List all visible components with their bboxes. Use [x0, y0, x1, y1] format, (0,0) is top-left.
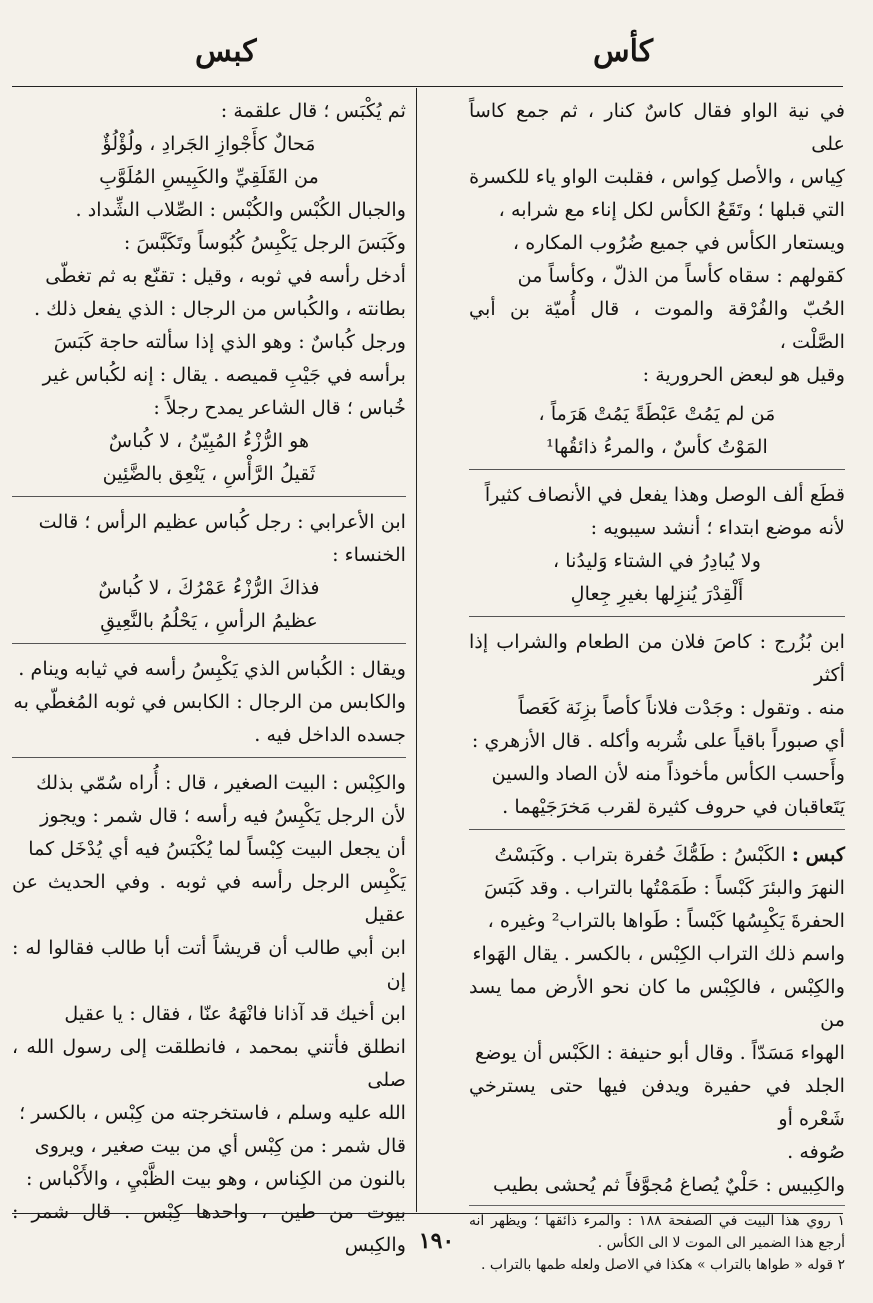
text-line: في نية الواو فقال كاسٌ كنار ، ثم جمع كاساً على — [469, 99, 845, 155]
divider — [12, 757, 406, 758]
bottom-rule — [12, 1213, 843, 1214]
verse-line: مَحالٌ كأَجْوازِ الجَرادِ ، ولُؤْلُؤٌ — [102, 132, 316, 155]
text-line: ابن أخيك قد آذانا فانْهَهُ عنّا ، فقال : يا عقيل — [64, 1002, 406, 1025]
verse-line: فذاكَ الرُّزْءُ عَمْرُكَ ، لا كُباسٌ — [98, 576, 320, 599]
text-line: والجبال الكُبْس والكُبْس : الصِّلاب الشِّداد . — [75, 198, 406, 221]
entry-line — [469, 838, 845, 871]
text-line: يَتَعاقبان في حروف كثيرة لقرب مَخرَجَيْهما . — [502, 795, 845, 818]
verse-line: هو الرُّزْءُ المُبِيّنُ ، لا كُباسٌ — [108, 429, 310, 452]
footnote: ١ روي هذا البيت في الصفحة ١٨٨ : والمرء ذائقها ؛ ويظهر انه أرجع هذا الضمير الى الموت لا الى الكأس . — [469, 1213, 845, 1251]
text-line: واسم ذلك التراب الكِبْس ، بالكسر . يقال الهَواء — [472, 942, 845, 965]
text-line: ويستعار الكأس في جميع ضُرُوب المكاره ، — [512, 231, 845, 254]
text-line: الحُبّ والفُرْقة والموت ، قال أُميّة بن أبي الصَّلْت ، — [469, 297, 845, 353]
text-line: يَكْبِس الرجل رأسه في ثوبه . وفي الحديث عن عقيل — [12, 870, 406, 926]
text-line: قال شمر : من كِبْس أي من بيت صغير ، ويروى — [34, 1134, 406, 1157]
text-line: التي قبلها ؛ وتَقَعُ الكأس لكل إناء مع شرابه ، — [498, 198, 845, 221]
text-line: ورجل كُباسٌ : وهو الذي إذا سألته حاجة كَبَسَ — [53, 330, 406, 353]
text-line: لأنه موضع ابتداء ؛ أنشد سيبويه : — [590, 516, 845, 539]
text-line: ابن بُزُرج : كاصَ فلان من الطعام والشراب إذا أكثر — [469, 630, 845, 686]
right-column — [469, 94, 845, 1276]
divider — [12, 643, 406, 644]
divider — [12, 496, 406, 497]
text-line: الكَبْسُ : طَمُّكَ حُفرة بتراب . وكَبَسْتُ — [494, 843, 786, 866]
text-line: بطانته ، والكُباس من الرجال : الذي يفعل ذلك . — [33, 297, 406, 320]
text-line: الله عليه وسلم ، فاستخرجته من كِبْس ، بالكسر ؛ — [19, 1101, 406, 1124]
text-line: الجلد في حفيرة ويدفن فيها حتى يسترخي شَعْره أو — [469, 1074, 845, 1130]
text-line: جسده الداخل فيه . — [254, 723, 406, 746]
top-rule — [12, 86, 843, 87]
verse-line: مَن لم يَمُتْ عَبْطَةً يَمُتْ هَرَماً ، — [538, 402, 776, 425]
text-line: والكِبْس ، فالكِبْس ما كان نحو الأرض مما يسد من — [469, 975, 845, 1031]
verse-line: من القَلَقِيِّ والكَبِيسِ المُلَوَّبِ — [99, 165, 319, 188]
text-line: برأسه في جَيْبِ قميصه . يقال : إنه لكُباس غير — [42, 363, 406, 386]
text-line: الحفرةَ يَكْبِسُها كَبْساً : طَواها بالتراب² وغيره ، — [487, 909, 845, 932]
text-line: انطلق فأتني بمحمد ، فانطلقت إلى رسول الله ، صلى — [12, 1035, 406, 1091]
header-word-left: كبس — [195, 34, 257, 69]
text-line: ابن أبي طالب أن قريشاً أتت أبا طالب فقالوا له : إن — [12, 936, 406, 992]
verse-line: المَوْتُ كأسٌ ، والمرءُ ذائقُها¹ — [546, 435, 768, 458]
text-line: ابن الأعرابي : رجل كُباس عظيم الرأس ؛ قالت — [38, 510, 406, 533]
text-line: أدخل رأسه في ثوبه ، وقيل : تقنّع به ثم تغطّى — [45, 264, 406, 287]
header-word-right: كأس — [592, 34, 653, 69]
text-line: الخنساء : — [332, 543, 406, 566]
entry-headword: كبس : — [791, 843, 845, 866]
divider — [469, 616, 845, 617]
divider — [469, 829, 845, 830]
text-line: الهواء مَسَدّاً . وقال أبو حنيفة : الكَبْس أن يوضع — [475, 1041, 845, 1064]
text-line: منه . وتقول : وجَدْت فلاناً كأصاً بزِنَة كَعَصاً — [518, 696, 845, 719]
text-line: ويقال : الكُباس الذي يَكْبِسُ رأسه في ثيابه وينام . — [18, 657, 406, 680]
text-line: بالنون من الكِناس ، وهو بيت الظَّبْيِ ، والأَكْباس : — [26, 1167, 406, 1190]
text-line: أي صبوراً باقياً على شُربه وأكله . قال الأزهري : — [471, 729, 845, 752]
page-number: ١٩٠ — [418, 1228, 455, 1254]
text-line: خُباس ؛ قال الشاعر يمدح رجلاً : — [153, 396, 406, 419]
text-line: كقولهم : سقاه كأساً من الذلّ ، وكأساً من — [517, 264, 845, 287]
divider — [469, 469, 845, 470]
text-line: النهرَ والبئرَ كَبْساً : طَمَمْتُها بالتراب . وقد كَبَسَ — [484, 876, 845, 899]
text-line: وكَبَسَ الرجل يَكْبِسُ كُبُوساً وتَكَبَّسَ : — [123, 231, 406, 254]
text-line: قطَع ألف الوصل وهذا يفعل في الأنصاف كثيراً — [484, 483, 845, 506]
footnote: ٢ قوله « طواها بالتراب » هكذا في الاصل ولعله طمها بالتراب . — [481, 1257, 845, 1273]
text-line: بيوت من طين ، واحدها كِبْس . قال شمر : والكِبس — [12, 1200, 406, 1256]
text-line: والكِبْس : البيت الصغير ، قال : أُراه سُمّي بذلك — [36, 771, 406, 794]
verse-line: ثَقيلُ الرَّأْسِ ، يَنْعِق بالضَّئِين — [102, 462, 316, 485]
text-line: صُوفه . — [787, 1140, 845, 1163]
text-line: وقيل هو لبعض الحرورية : — [642, 363, 845, 386]
verse-line: أَلْقِدْرَ يُنزِلها بغيرِ جِعالِ — [570, 582, 744, 605]
text-line: كِياس ، والأصل كِواس ، فقلبت الواو ياء للكسرة — [469, 165, 845, 188]
text-line: أن يجعل البيت كِبْساً لما يُكْبَسُ فيه أي يُدْخَل كما — [28, 837, 406, 860]
verse-line: عظيمُ الرأسِ ، يَحْلُمُ بالنَّعِيقِ — [100, 609, 318, 632]
left-column — [12, 94, 406, 1261]
column-separator — [416, 88, 417, 1212]
text-line: لأن الرجل يَكْبِسُ فيه رأسه ؛ قال شمر : ويجوز — [40, 804, 406, 827]
text-line: ثم يُكْبَس ؛ قال علقمة : — [220, 99, 406, 122]
text-line: والكِبيس : حَلْيٌ يُصاغ مُجوَّفاً ثم يُحشى بطيب — [493, 1173, 845, 1196]
footnote-rule — [469, 1205, 845, 1206]
text-line: وأَحسب الكأس مأخوذاً منه لأن الصاد والسين — [491, 762, 845, 785]
verse-line: ولا يُبادِرُ في الشتاء وَليدُنا ، — [553, 549, 761, 572]
text-line: والكابس من الرجال : الكابس في ثوبه المُغطّي به — [13, 690, 406, 713]
